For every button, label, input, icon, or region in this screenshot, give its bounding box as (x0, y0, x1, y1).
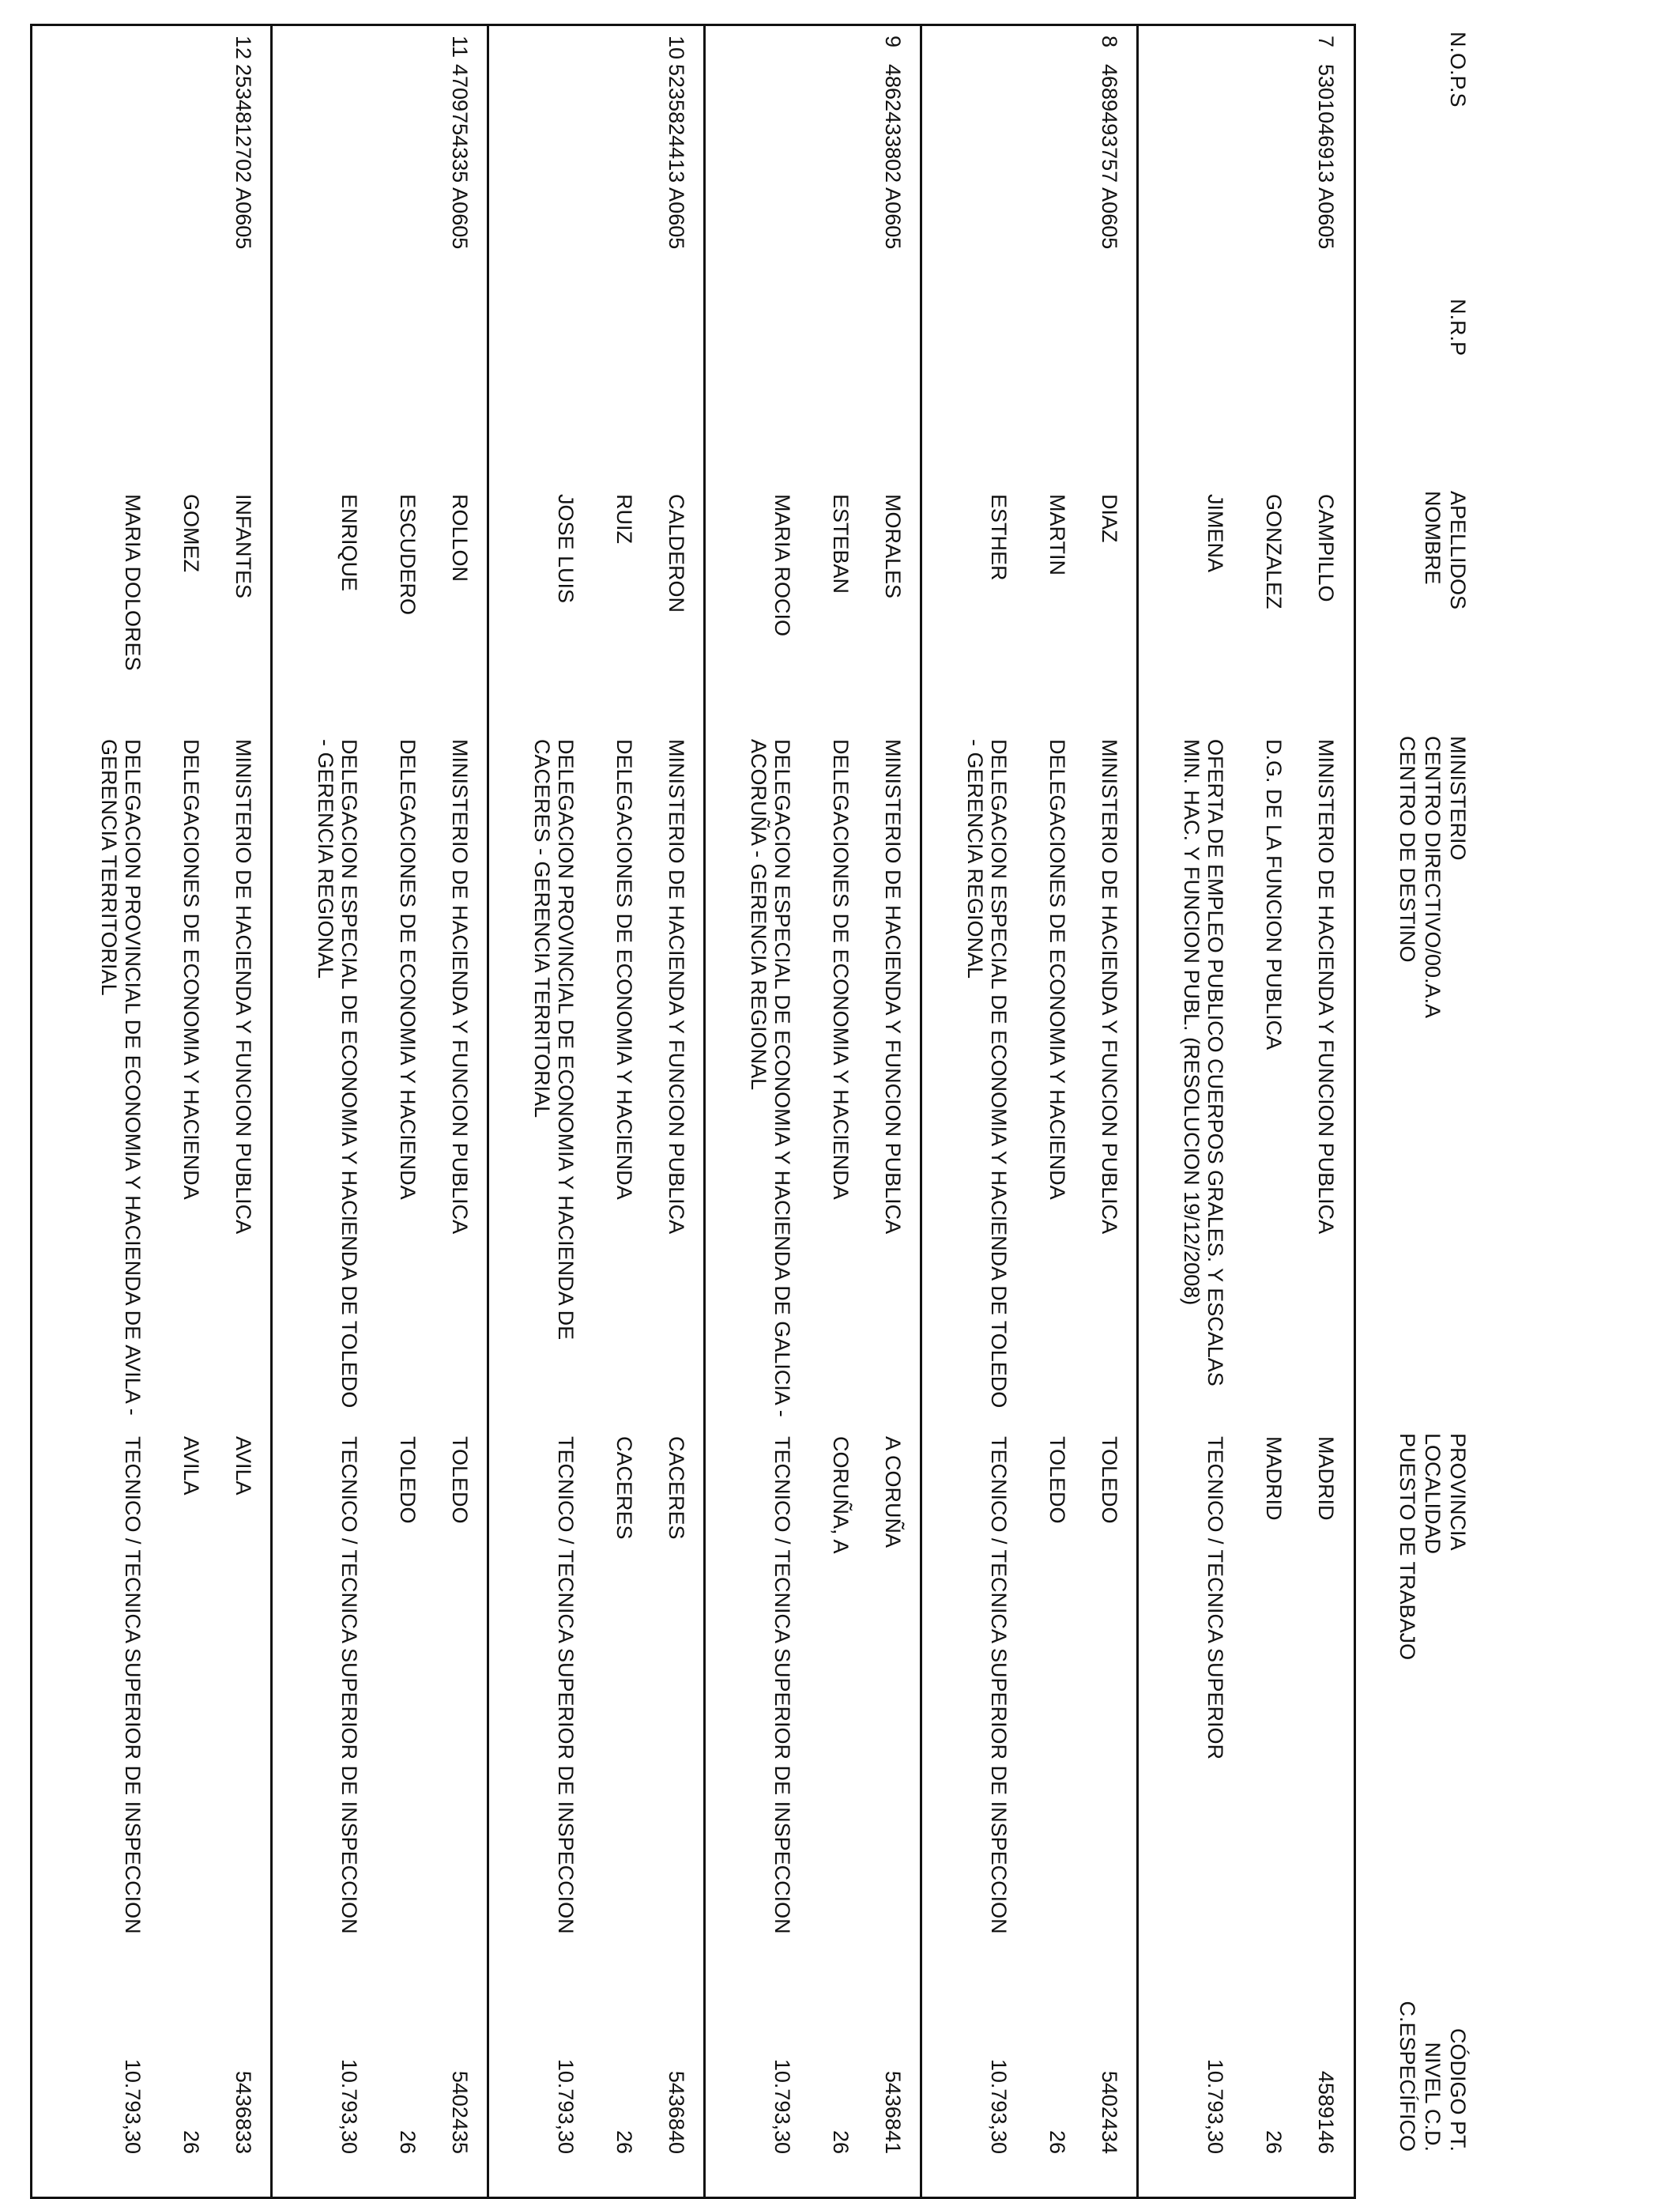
header-ministerio: MINISTERIO (1446, 736, 1470, 861)
row-provincia: CACERES (665, 1436, 688, 1540)
row-centro-destino: DELEGACION PROVINCIAL DE ECONOMIA Y HACIENDA DE AVILA - GERENCIA TERRITORIAL (97, 739, 145, 1416)
row-especifico: 10.793,30 (554, 2058, 578, 2154)
row-puesto: TECNICO / TECNICA SUPERIOR DE INSPECCION (554, 1436, 578, 1934)
row-nops: 7 (1314, 36, 1338, 48)
row-nombre: JOSE LUIS (554, 494, 578, 604)
header-centro-destino: CENTRO DE DESTINO (1396, 736, 1419, 963)
row-nivel: 26 (1262, 2129, 1286, 2154)
row-nombre: JIMENA (1203, 494, 1227, 573)
header-nombre: NOMBRE (1421, 491, 1445, 585)
row-localidad: MADRID (1262, 1436, 1286, 1521)
row-nivel: 26 (396, 2129, 420, 2154)
row-ministerio: MINISTERIO DE HACIENDA Y FUNCION PUBLICA (665, 739, 688, 1235)
row-apellido1: CALDERON (665, 494, 688, 613)
row-centro-directivo: DELEGACIONES DE ECONOMIA Y HACIENDA (829, 739, 853, 1200)
row-ministerio: MINISTERIO DE HACIENDA Y FUNCION PUBLICA (1314, 739, 1338, 1235)
header-codigo: CÓDIGO PT. (1446, 2027, 1470, 2152)
row-centro-directivo: DELEGACIONES DE ECONOMIA Y HACIENDA (179, 739, 203, 1200)
row-apellido1: MORALES (881, 494, 905, 599)
row-localidad: CACERES (612, 1436, 636, 1540)
header-centro-directivo: CENTRO DIRECTIVO/00.A.A (1421, 736, 1445, 1019)
row-localidad: CORUÑA, A (829, 1436, 853, 1554)
row-provincia: MADRID (1314, 1436, 1338, 1521)
row-especifico: 10.793,30 (121, 2058, 145, 2154)
row-nombre: MARIA ROCIO (770, 494, 794, 637)
row-centro-directivo: DELEGACIONES DE ECONOMIA Y HACIENDA (612, 739, 636, 1200)
row-codigo: 5436841 (881, 2070, 905, 2154)
row-nombre: ENRIQUE (337, 494, 361, 592)
row-localidad: TOLEDO (396, 1436, 420, 1524)
row-apellido1: CAMPILLO (1314, 494, 1338, 602)
row-nivel: 26 (1045, 2129, 1069, 2154)
row-nivel: 26 (179, 2129, 203, 2154)
row-provincia: TOLEDO (448, 1436, 472, 1524)
row-codigo: 5436840 (665, 2070, 688, 2154)
row-centro-destino: DELEGACION ESPECIAL DE ECONOMIA Y HACIENDA DE GALICIA - ACORUÑA - GERENCIA REGIONAL (747, 739, 794, 1417)
row-ministerio: MINISTERIO DE HACIENDA Y FUNCION PUBLICA (448, 739, 472, 1235)
row-centro-directivo: DELEGACIONES DE ECONOMIA Y HACIENDA (396, 739, 420, 1200)
row-puesto: TECNICO / TECNICA SUPERIOR DE INSPECCION (121, 1436, 145, 1934)
row-provincia: A CORUÑA (881, 1436, 905, 1548)
row-ministerio: MINISTERIO DE HACIENDA Y FUNCION PUBLICA (232, 739, 255, 1235)
row-nops: 9 (881, 36, 905, 48)
row-especifico: 10.793,30 (987, 2058, 1011, 2154)
row-codigo: 5402434 (1098, 2070, 1121, 2154)
row-especifico: 10.793,30 (1203, 2058, 1227, 2154)
row-apellido1: ROLLON (448, 494, 472, 583)
row-apellido1: DIAZ (1098, 494, 1121, 543)
row-puesto: TECNICO / TECNICA SUPERIOR DE INSPECCION (337, 1436, 361, 1934)
header-puesto: PUESTO DE TRABAJO (1396, 1433, 1419, 1661)
row-codigo: 5436833 (232, 2070, 255, 2154)
row-nrp: 4709754335 A0605 (448, 64, 472, 250)
header-nrp: N.R.P (1446, 299, 1470, 356)
row-ministerio: MINISTERIO DE HACIENDA Y FUNCION PUBLICA (881, 739, 905, 1235)
header-provincia: PROVINCIA (1446, 1433, 1470, 1551)
row-apellido2: MARTIN (1045, 494, 1069, 576)
row-nivel: 26 (612, 2129, 636, 2154)
header-nivel: NIVEL C.D. (1421, 2042, 1445, 2152)
row-puesto: TECNICO / TECNICA SUPERIOR (1203, 1436, 1227, 1760)
row-nrp: 4689493757 A0605 (1098, 64, 1121, 250)
row-codigo: 5402435 (448, 2070, 472, 2154)
row-nrp: 5235824413 A0605 (665, 64, 688, 250)
records-table (30, 24, 1356, 2199)
row-nops: 11 (448, 36, 472, 58)
row-nrp: 2534812702 A0605 (232, 64, 255, 250)
row-centro-destino: DELEGACION ESPECIAL DE ECONOMIA Y HACIENDA DE TOLEDO - GERENCIA REGIONAL (314, 739, 361, 1409)
row-centro-destino: OFERTA DE EMPLEO PUBLICO CUERPOS GRALES. Y ESCALAS MIN. HAC. Y FUNCION PUBL. (RESOLUCION 19/12/2008) (1180, 739, 1227, 1386)
row-apellido2: RUIZ (612, 494, 636, 544)
row-centro-directivo: DELEGACIONES DE ECONOMIA Y HACIENDA (1045, 739, 1069, 1200)
row-nrp: 4862433802 A0605 (881, 64, 905, 250)
row-apellido2: ESTEBAN (829, 494, 853, 594)
row-centro-directivo: D.G. DE LA FUNCION PUBLICA (1262, 739, 1286, 1050)
row-especifico: 10.793,30 (337, 2058, 361, 2154)
row-divider (703, 26, 706, 2197)
header-especifico: C.ESPECÍFICO (1396, 2001, 1419, 2152)
row-nops: 8 (1098, 36, 1121, 48)
header-nops: N.O.P.S (1446, 32, 1470, 107)
row-divider (920, 26, 922, 2197)
row-nrp: 5301046913 A0605 (1314, 64, 1338, 250)
row-nombre: ESTHER (987, 494, 1011, 581)
row-nops: 12 (232, 36, 255, 60)
row-especifico: 10.793,30 (770, 2058, 794, 2154)
row-puesto: TECNICO / TECNICA SUPERIOR DE INSPECCION (987, 1436, 1011, 1934)
row-ministerio: MINISTERIO DE HACIENDA Y FUNCION PUBLICA (1098, 739, 1121, 1235)
row-apellido2: GOMEZ (179, 494, 203, 572)
row-nops: 10 (665, 36, 688, 60)
row-localidad: TOLEDO (1045, 1436, 1069, 1524)
row-divider (270, 26, 273, 2197)
row-apellido2: GONZALEZ (1262, 494, 1286, 609)
row-provincia: AVILA (232, 1436, 255, 1496)
row-provincia: TOLEDO (1098, 1436, 1121, 1524)
row-apellido1: INFANTES (232, 494, 255, 599)
row-localidad: AVILA (179, 1436, 203, 1496)
row-divider (1136, 26, 1139, 2197)
row-codigo: 4589146 (1314, 2070, 1338, 2154)
row-apellido2: ESCUDERO (396, 494, 420, 616)
header-apellidos: APELLIDOS (1446, 491, 1470, 610)
row-centro-destino: DELEGACION PROVINCIAL DE ECONOMIA Y HACIENDA DE CACERES - GERENCIA TERRITORIAL (530, 739, 578, 1341)
row-nombre: MARIA DOLORES (121, 494, 145, 671)
row-centro-destino: DELEGACION ESPECIAL DE ECONOMIA Y HACIENDA DE TOLEDO - GERENCIA REGIONAL (963, 739, 1011, 1409)
header-localidad: LOCALIDAD (1421, 1433, 1445, 1555)
row-puesto: TECNICO / TECNICA SUPERIOR DE INSPECCION (770, 1436, 794, 1934)
row-divider (487, 26, 489, 2197)
row-nivel: 26 (829, 2129, 853, 2154)
